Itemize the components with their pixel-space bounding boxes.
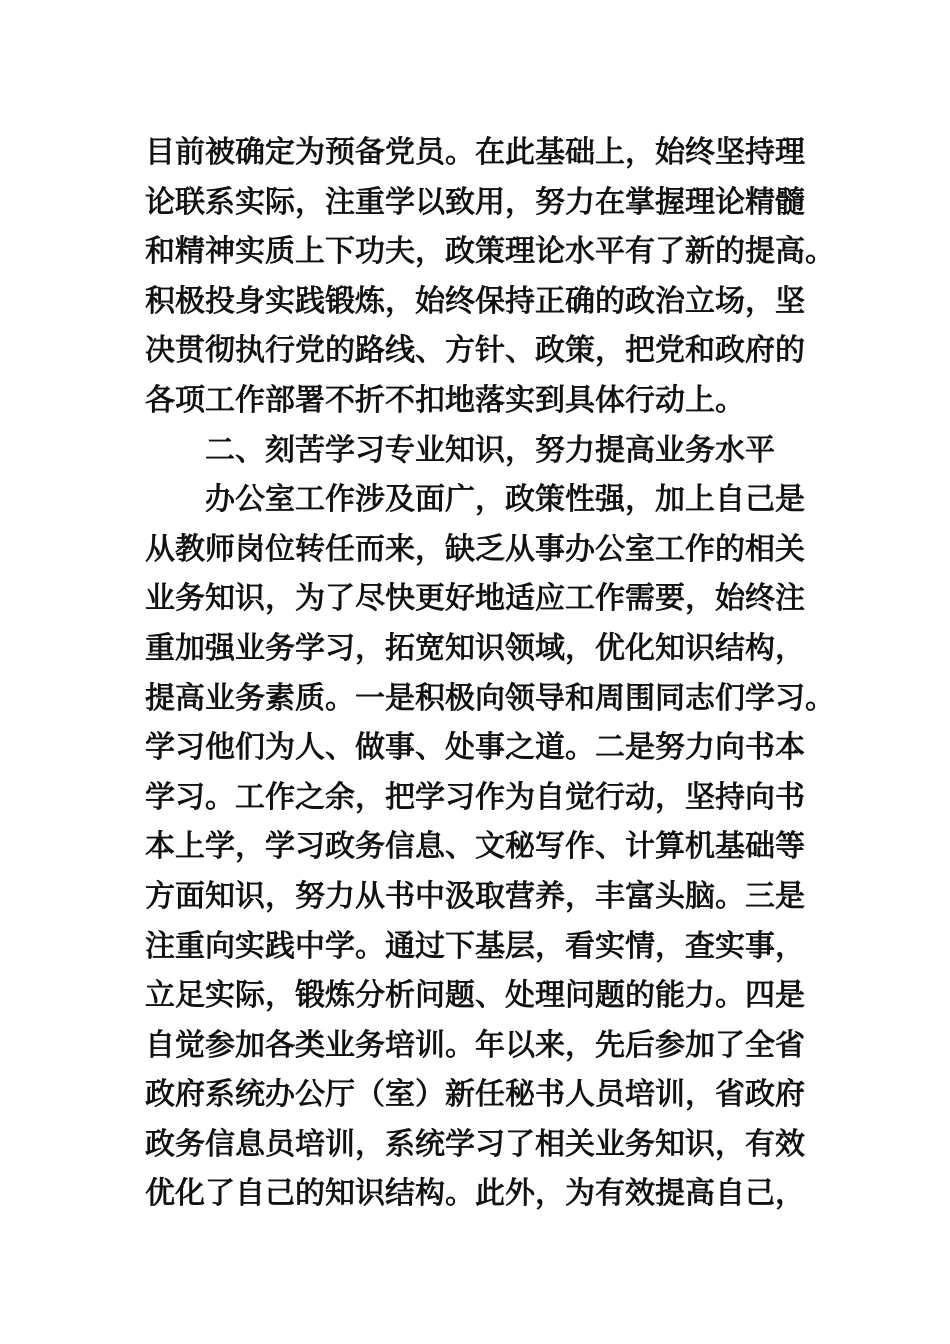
text-line: 和精神实质上下功夫，政策理论水平有了新的提高。 bbox=[145, 234, 835, 270]
text-line: 本上学，学习政务信息、文秘写作、计算机基础等 bbox=[145, 829, 805, 865]
text-line: 各项工作部署不折不扣地落实到具体行动上。 bbox=[145, 382, 745, 418]
text-line: 政府系统办公厅（室）新任秘书人员培训，省政府 bbox=[145, 1077, 805, 1113]
text-line: 积极投身实践锻炼，始终保持正确的政治立场，坚 bbox=[145, 283, 805, 319]
text-line: 提高业务素质。一是积极向领导和周围同志们学习。 bbox=[145, 680, 835, 716]
text-line: 立足实际，锻炼分析问题、处理问题的能力。四是 bbox=[145, 978, 805, 1014]
text-line: 政务信息员培训，系统学习了相关业务知识，有效 bbox=[145, 1126, 805, 1162]
body-text bbox=[145, 128, 835, 1219]
text-line: 方面知识，努力从书中汲取营养，丰富头脑。三是 bbox=[145, 878, 805, 914]
text-line: 自觉参加各类业务培训。年以来，先后参加了全省 bbox=[145, 1027, 805, 1063]
text-line: 目前被确定为预备党员。在此基础上，始终坚持理 bbox=[145, 135, 805, 170]
text-line: 注重向实践中学。通过下基层，看实情，查实事， bbox=[145, 928, 805, 964]
text-line: 学习。工作之余，把学习作为自觉行动，坚持向书 bbox=[145, 779, 805, 815]
text-line: 学习他们为人、做事、处事之道。二是努力向书本 bbox=[145, 730, 805, 766]
section-heading: 二、刻苦学习专业知识，努力提高业务水平 bbox=[205, 432, 775, 468]
text-line: 优化了自己的知识结构。此外，为有效提高自己， bbox=[145, 1176, 805, 1212]
paragraph-first-line: 办公室工作涉及面广，政策性强，加上自己是 bbox=[205, 482, 805, 518]
text-line: 从教师岗位转任而来，缺乏从事办公室工作的相关 bbox=[145, 531, 805, 567]
text-line: 业务知识，为了尽快更好地适应工作需要，始终注 bbox=[145, 581, 805, 617]
text-line: 决贯彻执行党的路线、方针、政策，把党和政府的 bbox=[145, 333, 805, 369]
text-line: 重加强业务学习，拓宽知识领域，优化知识结构， bbox=[145, 630, 805, 666]
text-line: 论联系实际，注重学以致用，努力在掌握理论精髓 bbox=[145, 184, 805, 220]
